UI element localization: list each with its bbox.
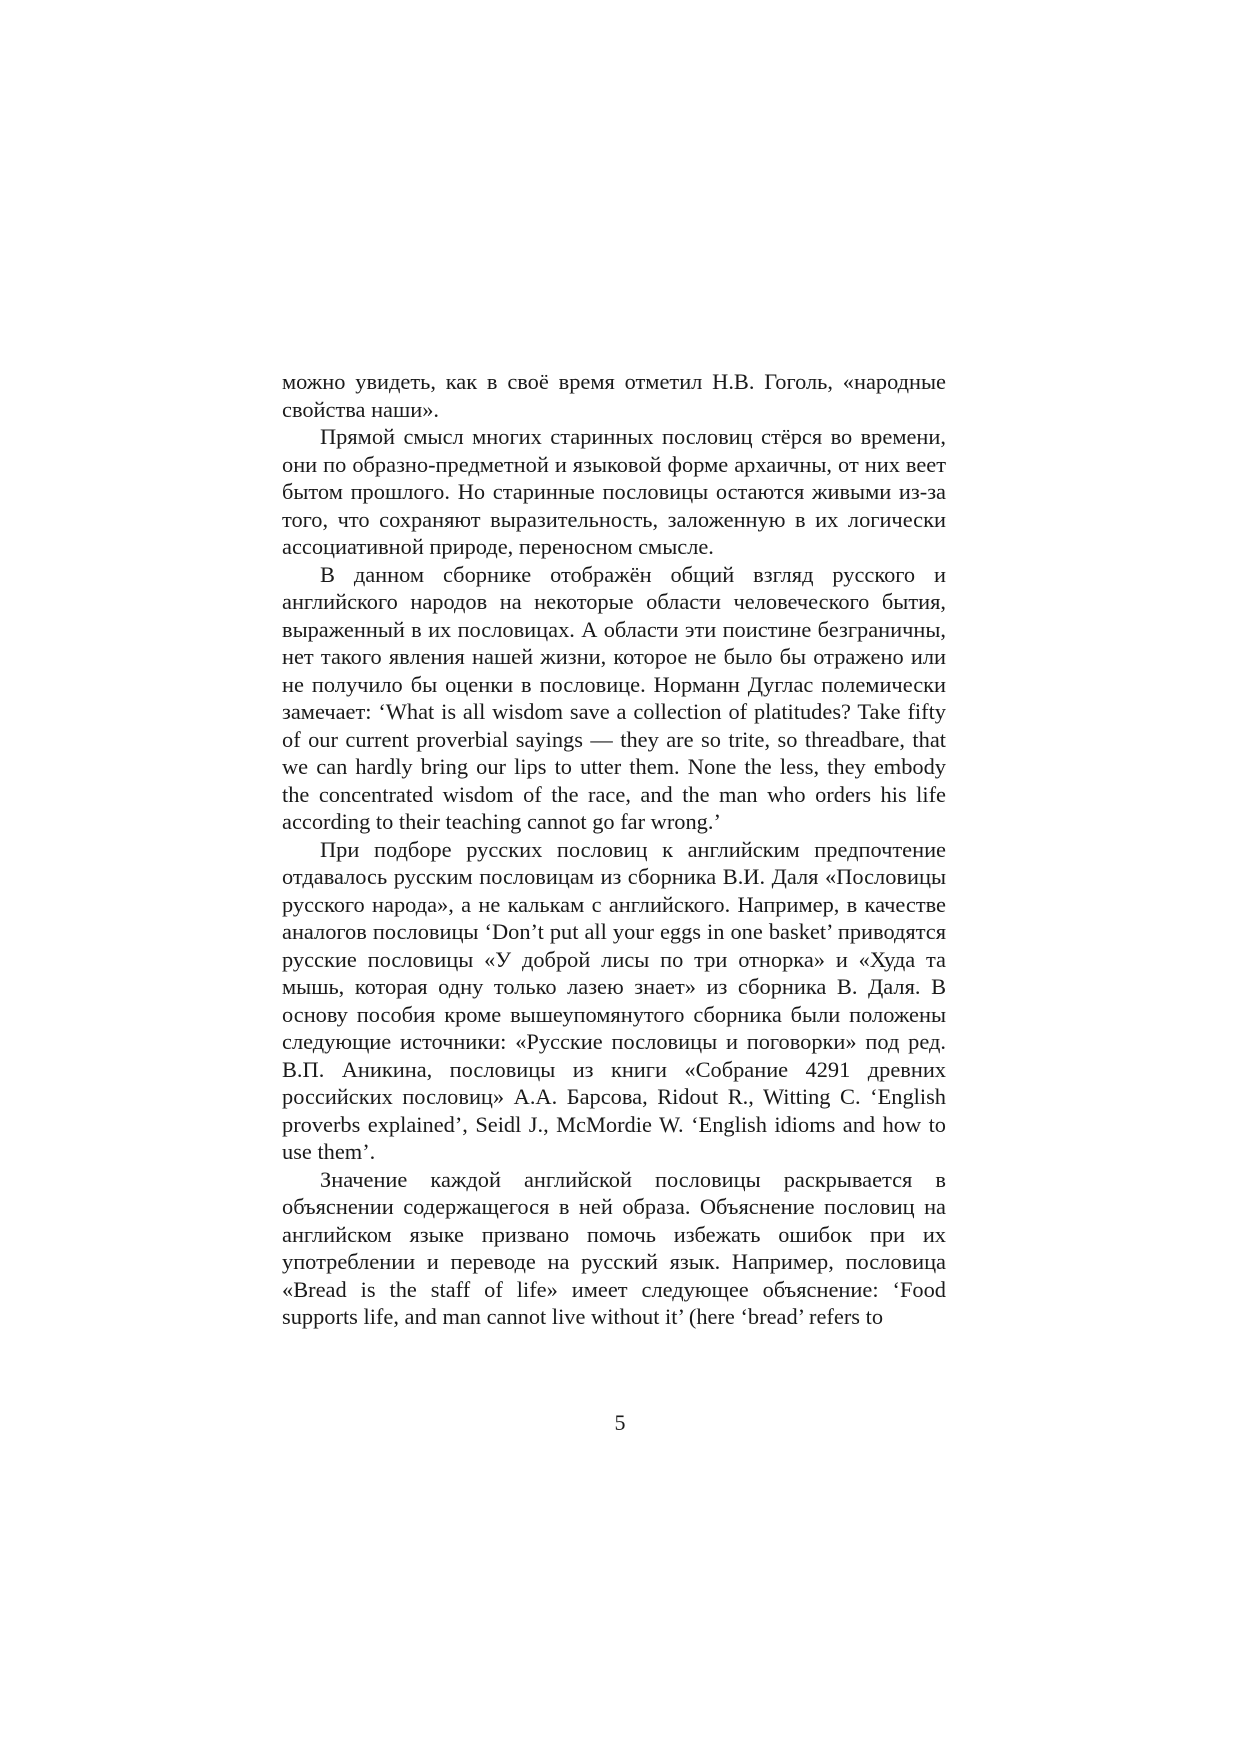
paragraph: При подборе русских пословиц к английским предпочтение отдавалось русским пословицам из сборника В.И. Даля «Пословицы русского народа», а не калькам с английского. Например, в качестве аналогов пословицы ‘Don’t put all your eggs in one basket’ приводятся русские пословицы «У доброй лисы по три отнорка» и «Худа та мышь, которая одну только лазею знает» из сборника В. Даля. В основу пособия кроме вышеупомянутого сборника были положены следующие источники: «Русские пословицы и поговорки» под ред. В.П. Аникина, пословицы из книги «Собрание 4291 древних российских пословиц» А.А. Барсова, Ridout R., Witting C. ‘English proverbs explained’, Seidl J., McMordie W. ‘English idioms and how to use them’. xyxy=(282,836,946,1164)
paragraph: В данном сборнике отображён общий взгляд русского и английского народов на некоторые области человеческого бытия, выраженный в их пословицах. А области эти поистине безграничны, нет такого явления нашей жизни, которое не было бы отражено или не получило бы оценки в пословице. Норманн Дуглас полемически замечает: ‘What is all wisdom save a collection of platitudes? Take fifty of our current proverbial sayings — they are so trite, so threadbare, that we can hardly bring our lips to utter them. None the less, they embody the concentrated wisdom of the race, and the man who orders his life according to their teaching cannot go far wrong.’ xyxy=(282,561,946,834)
body-text xyxy=(282,368,946,1331)
paragraph-continuation: можно увидеть, как в своё время отметил Н.В. Гоголь, «народные свойства наши». xyxy=(282,369,946,422)
paragraph: Значение каждой английской пословицы раскрывается в объяснении содержащегося в ней образа. Объяснение пословиц на английском языке призвано помочь избежать ошибок при их употреблении и переводе на русский язык. Например, пословица «Bread is the staff of life» имеет следующее объяснение: ‘Food supports life, and man cannot live without it’ (here ‘bread’ refers to xyxy=(282,1166,946,1329)
page-number: 5 xyxy=(614,1410,626,1435)
paragraph: Прямой смысл многих старинных пословиц стёрся во времени, они по образно-предметной и языковой форме архаичны, от них веет бытом прошлого. Но старинные пословицы остаются живыми из-за того, что сохраняют выразительность, заложенную в их логически ассоциативной природе, переносном смысле. xyxy=(282,424,946,559)
